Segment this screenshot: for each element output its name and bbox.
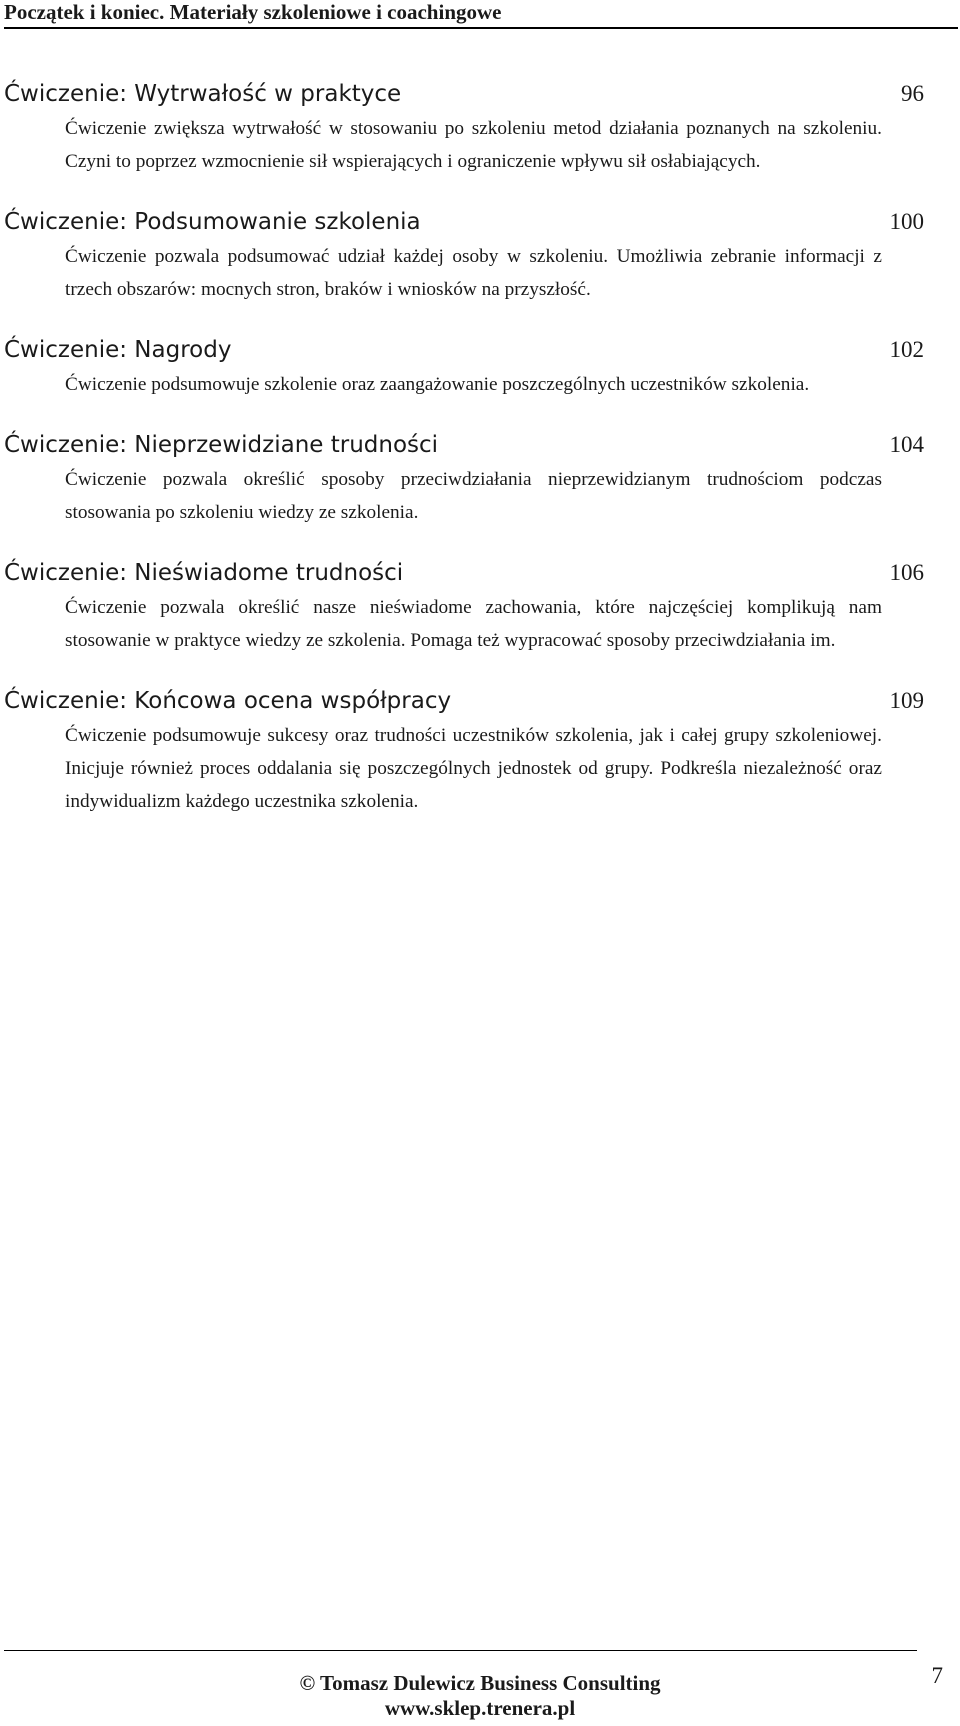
entry-title-row bbox=[0, 332, 960, 368]
entry-description: Ćwiczenie podsumowuje sukcesy oraz trudności uczestników szkolenia, jak i całej grupy szkoleniowej. Inicjuje również proces oddalania się poszczególnych jednostek od grupy. Podkreśla niezależność oraz indywidualizm każdego uczestnika szkolenia. bbox=[65, 725, 882, 812]
entry-title: Ćwiczenie: Nieprzewidziane trudności bbox=[4, 432, 439, 458]
footer-rule bbox=[4, 1650, 917, 1651]
entry-description: Ćwiczenie podsumowuje szkolenie oraz zaangażowanie poszczególnych uczestników szkolenia. bbox=[65, 374, 810, 395]
footer-copyright: © Tomasz Dulewicz Business Consulting bbox=[299, 1671, 661, 1695]
toc-entry bbox=[0, 332, 960, 401]
toc-entry bbox=[0, 76, 960, 178]
footer-url: www.sklep.trenera.pl bbox=[384, 1696, 576, 1720]
entry-title: Ćwiczenie: Nagrody bbox=[4, 337, 232, 363]
entry-description: Ćwiczenie pozwala określić nasze nieświadome zachowania, które najczęściej komplikują nam stosowanie w praktyce wiedzy ze szkolenia. Pomaga też wypracować sposoby przeciwdziałania im. bbox=[65, 597, 882, 651]
toc-entry bbox=[0, 683, 960, 818]
toc-entry bbox=[0, 204, 960, 306]
entry-page-number: 109 bbox=[889, 688, 924, 713]
entry-page-number: 106 bbox=[889, 560, 924, 585]
entry-description: Ćwiczenie pozwala określić sposoby przeciwdziałania nieprzewidzianym trudnościom podczas stosowania po szkoleniu wiedzy ze szkolenia. bbox=[65, 469, 882, 523]
entry-title-row bbox=[0, 204, 960, 240]
page-header bbox=[4, 0, 960, 29]
entry-title: Ćwiczenie: Wytrwałość w praktyce bbox=[4, 81, 402, 107]
entry-page-number: 96 bbox=[901, 81, 924, 106]
entry-title: Ćwiczenie: Końcowa ocena współpracy bbox=[4, 688, 452, 714]
entry-title-row bbox=[0, 683, 960, 719]
entry-title-row bbox=[0, 555, 960, 591]
header-rule bbox=[4, 27, 958, 29]
entry-description: Ćwiczenie pozwala podsumować udział każdej osoby w szkoleniu. Umożliwia zebranie informacji z trzech obszarów: mocnych stron, braków i wniosków na przyszłość. bbox=[65, 246, 882, 300]
toc-entries bbox=[0, 76, 960, 844]
entry-description: Ćwiczenie zwiększa wytrwałość w stosowaniu po szkoleniu metod działania poznanych na szkoleniu. Czyni to poprzez wzmocnienie sił wspierających i ograniczenie wpływu sił osłabiających. bbox=[65, 118, 882, 172]
entry-title-row bbox=[0, 76, 960, 112]
entry-title: Ćwiczenie: Nieświadome trudności bbox=[4, 560, 404, 586]
entry-page-number: 102 bbox=[889, 337, 924, 362]
toc-entry bbox=[0, 555, 960, 657]
toc-entry bbox=[0, 427, 960, 529]
page-number: 7 bbox=[931, 1663, 943, 1688]
entry-page-number: 104 bbox=[889, 432, 924, 457]
entry-title: Ćwiczenie: Podsumowanie szkolenia bbox=[4, 209, 421, 235]
header-title: Początek i koniec. Materiały szkoleniowe i coachingowe bbox=[4, 0, 502, 24]
entry-title-row bbox=[0, 427, 960, 463]
entry-page-number: 100 bbox=[889, 209, 924, 234]
